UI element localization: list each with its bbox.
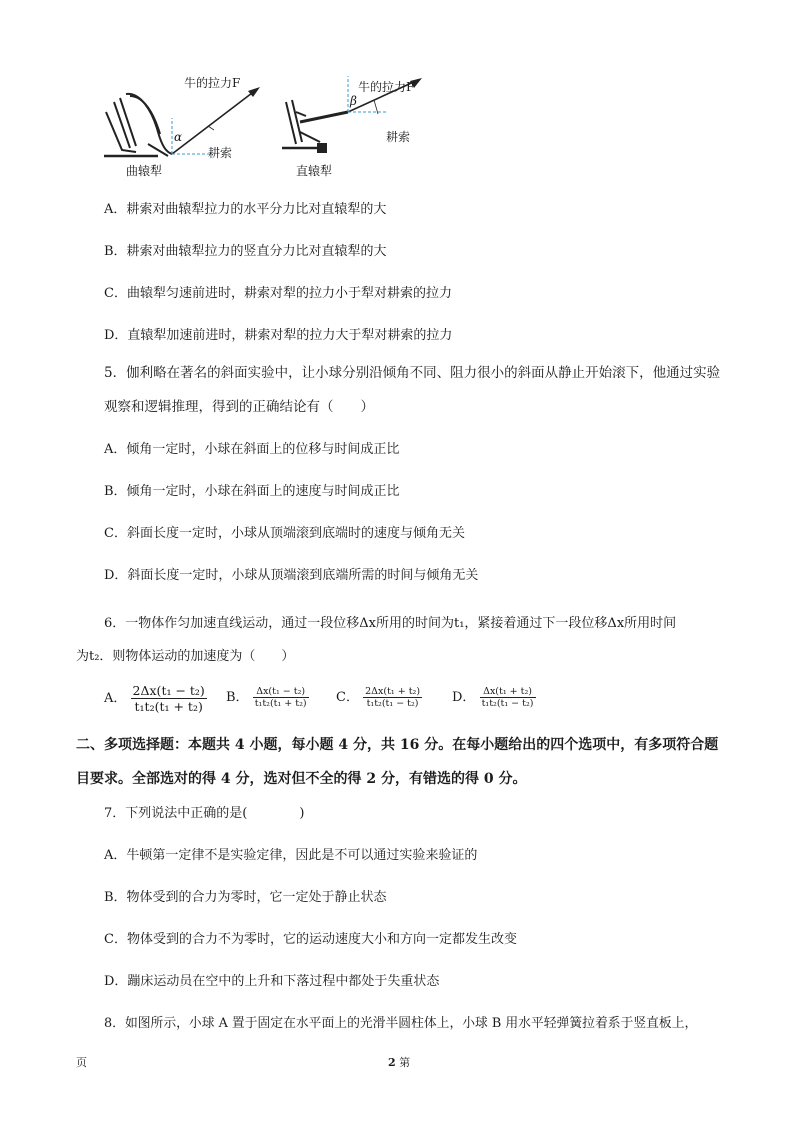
q7-option-c: C．物体受到的合力不为零时，它的运动速度大小和方向一定都发生改变 xyxy=(104,932,517,947)
page-number xyxy=(388,1054,410,1070)
straight-plow-drawing xyxy=(282,100,348,152)
q4-option-b: B．耕索对曲辕犁拉力的竖直分力比对直辕犁的大 xyxy=(104,244,387,259)
q5-option-b: B．倾角一定时，小球在斜面上的速度与时间成正比 xyxy=(104,484,400,499)
q4-option-c: C．曲辕犁匀速前进时，耕索对犁的拉力小于犁对耕索的拉力 xyxy=(104,286,452,301)
left-rope-label: 耕索 xyxy=(208,146,233,160)
q5-option-a: A．倾角一定时，小球在斜面上的位移与时间成正比 xyxy=(104,442,400,457)
q6-option-c-letter: C． xyxy=(336,690,359,705)
q6-stem-line2: 为t₂．则物体运动的加速度为（ ） xyxy=(76,649,295,664)
q6-option-d-letter: D． xyxy=(452,690,476,705)
q7-option-b: B．物体受到的合力为零时，它一定处于静止状态 xyxy=(104,890,387,905)
q6-option-b xyxy=(226,686,309,709)
q5-option-c: C．斜面长度一定时，小球从顶端滚到底端时的速度与倾角无关 xyxy=(104,526,465,541)
q6-stem-line1: 6．一物体作匀加速直线运动，通过一段位移Δx所用的时间为t₁，紧接着通过下一段位移Δx所用时间 xyxy=(104,616,677,631)
footer-left: 页 xyxy=(76,1056,87,1069)
q6-option-a xyxy=(104,683,207,714)
q6-option-b-denominator: t₁t₂(t₁ + t₂) xyxy=(254,698,307,709)
curved-plow-drawing xyxy=(104,94,172,156)
section-2-heading: 二、多项选择题：本题共 4 小题，每小题 4 分，共 16 分。在每小题给出的四个选项中，有多项符合题目要求。全部选对的得 4 分，选对但不全的得 2 分，有错选的得 0 分。 xyxy=(76,737,719,787)
q7-option-a: A．牛顿第一定律不是实验定律，因此是不可以通过实验来验证的 xyxy=(104,848,478,863)
q4-option-d: D．直辕犁加速前进时，耕索对犁的拉力大于犁对耕索的拉力 xyxy=(104,328,453,343)
q7-stem: 7．下列说法中正确的是( ) xyxy=(104,806,305,821)
plow-figure xyxy=(96,72,426,184)
right-angle-label: β xyxy=(350,94,357,108)
q6-option-c-denominator: t₁t₂(t₁ − t₂) xyxy=(366,698,419,709)
q6-option-d-numerator: Δx(t₁ + t₂) xyxy=(480,686,536,698)
page-number-value: 2 xyxy=(388,1056,396,1069)
q7-option-d: D．蹦床运动员在空中的上升和下落过程中都处于失重状态 xyxy=(104,974,440,989)
q6-option-a-denominator: t₁t₂(t₁ + t₂) xyxy=(134,699,203,714)
q6-option-a-letter: A． xyxy=(104,691,127,706)
q6-option-c-numerator: 2Δx(t₁ + t₂) xyxy=(365,686,421,697)
q6-option-d-denominator: t₁t₂(t₁ − t₂) xyxy=(481,698,534,709)
q6-option-b-letter: B． xyxy=(226,690,249,705)
q4-option-a: A．耕索对曲辕犁拉力的水平分力比对直辕犁的大 xyxy=(104,202,387,217)
q5-stem: 5．伽利略在著名的斜面实验中，让小球分别沿倾角不同、阻力很小的斜面从静止开始滚下，他通过实验观察和逻辑推理，得到的正确结论有（ ） xyxy=(104,365,721,415)
right-rope-label: 耕索 xyxy=(386,130,411,144)
q6-option-b-numerator: Δx(t₁ − t₂) xyxy=(253,686,309,698)
left-force-label: 牛的拉力F xyxy=(184,76,241,90)
left-caption: 曲辕犁 xyxy=(126,164,163,178)
right-force-label: 牛的拉力F xyxy=(358,80,415,94)
q5-option-d: D．斜面长度一定时，小球从顶端滚到底端所需的时间与倾角无关 xyxy=(104,568,479,583)
right-caption: 直辕犁 xyxy=(296,164,333,178)
page-number-suffix: 第 xyxy=(399,1056,411,1069)
q6-option-d xyxy=(452,686,536,709)
q8-stem: 8．如图所示，小球 A 置于固定在水平面上的光滑半圆柱体上，小球 B 用水平轻弹簧拉着系于竖直板上， xyxy=(104,1016,698,1031)
left-angle-label: α xyxy=(174,130,183,144)
q6-option-a-numerator: 2Δx(t₁ − t₂) xyxy=(132,683,205,698)
q6-option-c xyxy=(336,686,422,709)
